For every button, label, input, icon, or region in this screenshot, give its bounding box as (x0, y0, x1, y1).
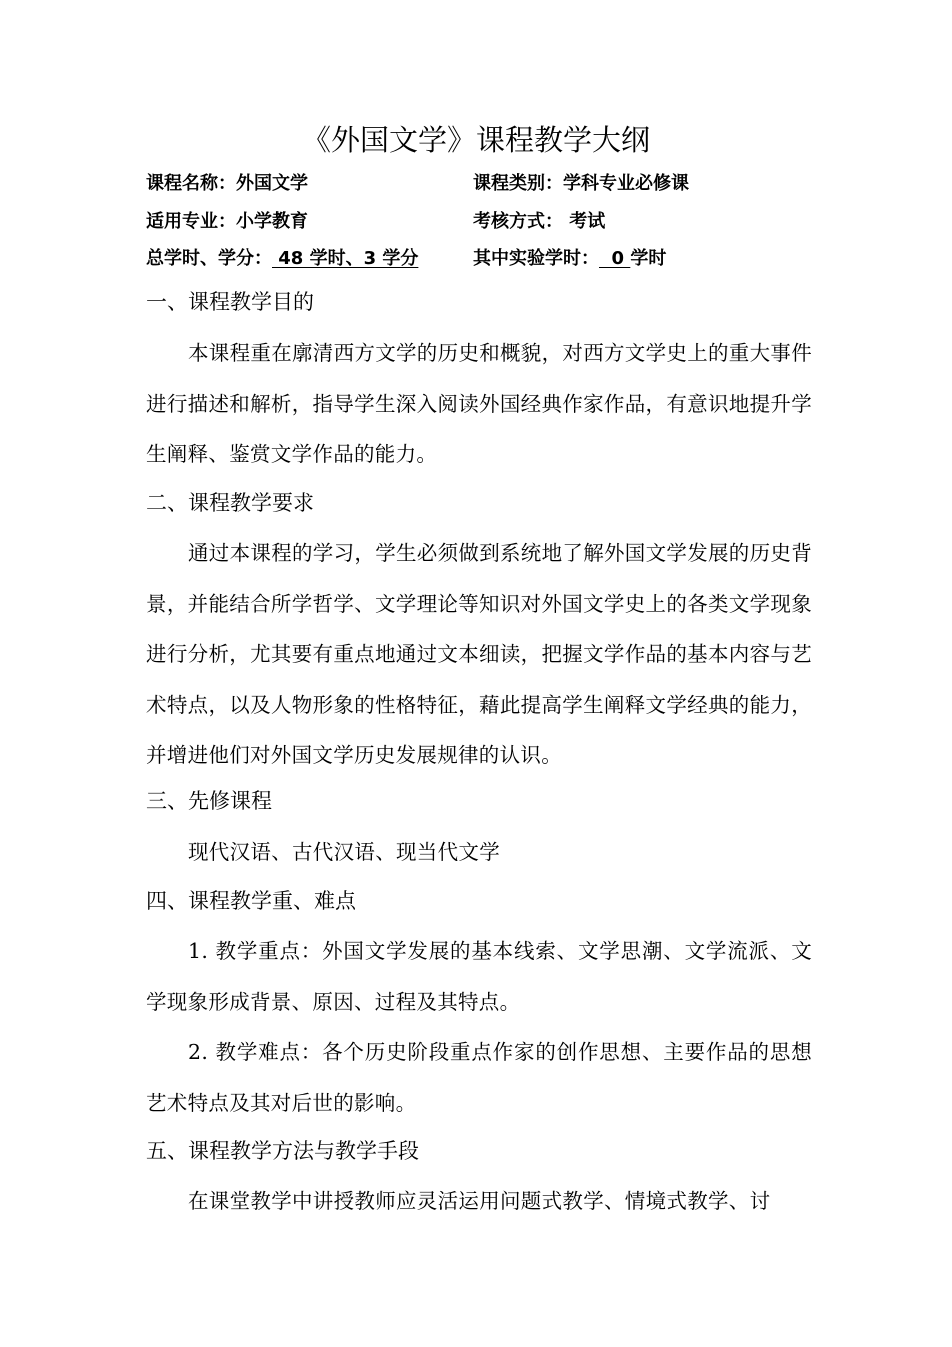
course-type-label: 课程类别： (473, 173, 563, 194)
meta-row-3 (146, 245, 826, 273)
lab-hours-value: 0 (599, 248, 631, 269)
hours-value: 48 学时、3 学分 (272, 248, 419, 269)
section-paragraph: 在课堂教学中讲授教师应灵活运用问题式教学、情境式教学、讨 (188, 1189, 771, 1213)
section-heading: 二、课程教学要求 (146, 491, 314, 515)
hours-label: 总学时、学分： (146, 248, 272, 269)
section-paragraph: 本课程重在廓清西方文学的历史和概貌，对西方文学史上的重大事件进行描述和解析，指导学生深入阅读外国经典作家作品，有意识地提升学生阐释、鉴赏文学作品的能力。 (146, 341, 812, 466)
lab-hours-label: 其中实验学时： (473, 248, 599, 269)
section-paragraph: 通过本课程的学习，学生必须做到系统地了解外国文学发展的历史背景，并能结合所学哲学、文学理论等知识对外国文学史上的各类文学现象进行分析，尤其要有重点地通过文本细读，把握文学作品的基本内容与艺术特点，以及人物形象的性格特征，藉此提高学生阐释文学经典的能力，并增进他们对外国文学历史发展规律的认识。 (146, 541, 812, 767)
meta-row-2 (146, 208, 826, 236)
section-paragraph: 现代汉语、古代汉语、现当代文学 (188, 840, 500, 864)
course-type (473, 170, 689, 198)
major (146, 208, 308, 236)
course-name-value: 外国文学 (236, 173, 308, 194)
document-title: 《外国文学》课程教学大纲 (301, 123, 650, 157)
section-heading: 一、课程教学目的 (146, 290, 314, 314)
assessment-value: 考试 (563, 211, 606, 232)
section-heading: 三、先修课程 (146, 789, 272, 813)
lab-hours (473, 245, 666, 273)
major-label: 适用专业： (146, 211, 236, 232)
meta-row-1 (146, 170, 826, 198)
course-name (146, 170, 308, 198)
major-value: 小学教育 (236, 211, 308, 232)
assessment (473, 208, 605, 236)
assessment-label: 考核方式： (473, 211, 563, 232)
section-heading: 四、课程教学重、难点 (146, 889, 356, 913)
course-name-label: 课程名称： (146, 173, 236, 194)
lab-hours-unit: 学时 (630, 248, 667, 269)
section-paragraph: 1. 教学重点：外国文学发展的基本线索、文学思潮、文学流派、文学现象形成背景、原因、过程及其特点。 (146, 939, 812, 1014)
hours (146, 245, 418, 273)
course-type-value: 学科专业必修课 (563, 173, 689, 194)
section-paragraph: 2. 教学难点：各个历史阶段重点作家的创作思想、主要作品的思想艺术特点及其对后世的影响。 (146, 1040, 812, 1115)
section-heading: 五、课程教学方法与教学手段 (146, 1139, 419, 1163)
